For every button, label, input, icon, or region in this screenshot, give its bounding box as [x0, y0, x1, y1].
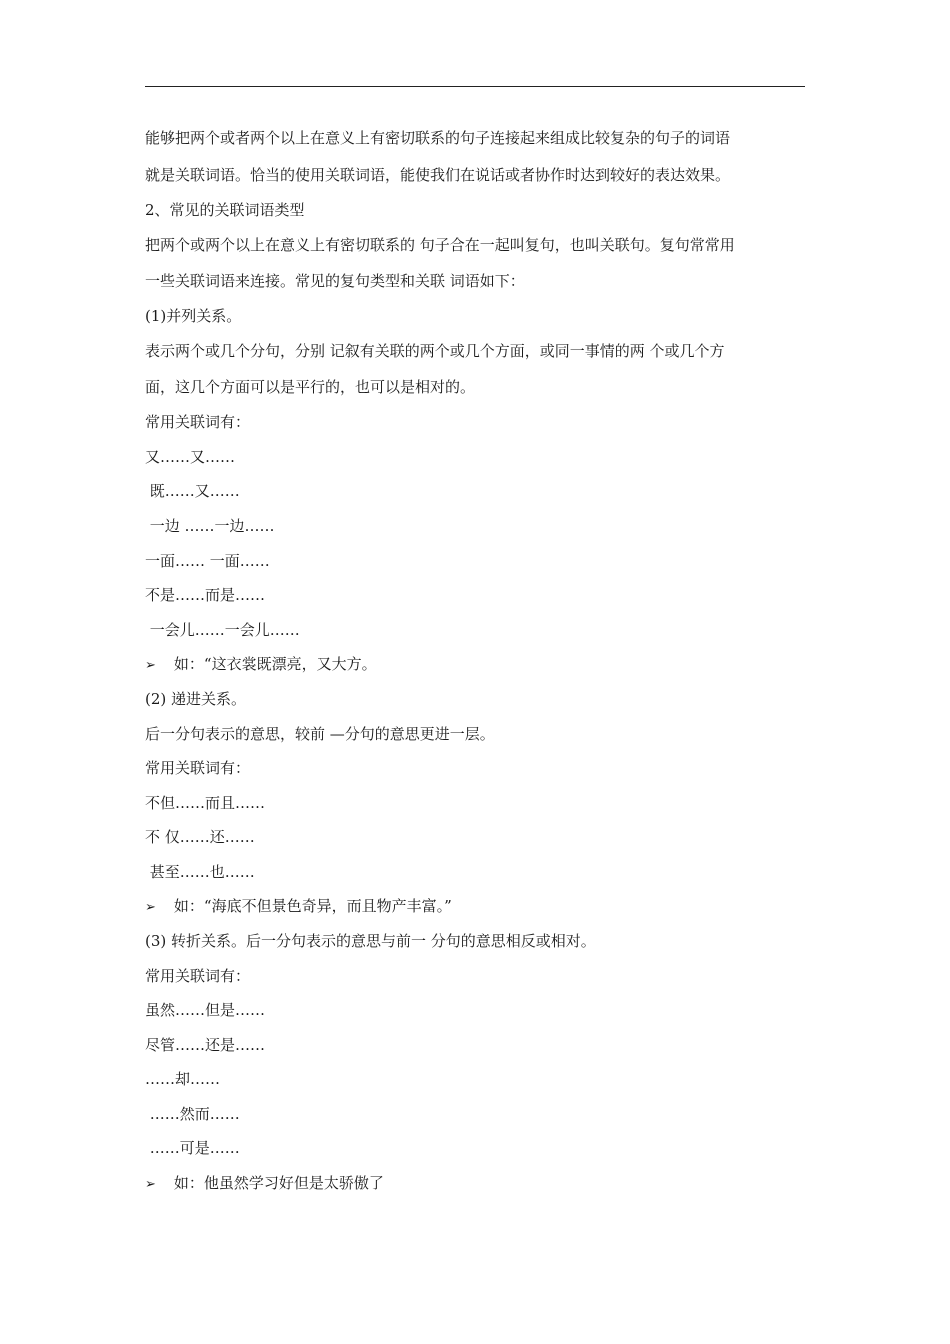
parallel-title: (1)并列关系。 [145, 307, 242, 325]
adversative-word: ……可是…… [145, 1139, 240, 1157]
intro-line-1: 能够把两个或者两个以上在意义上有密切联系的句子连接起来组成比较复杂的句子的词语 [145, 129, 731, 147]
progressive-title: (2) 递进关系。 [145, 690, 247, 708]
progressive-common-label: 常用关联词有： [145, 759, 251, 777]
adversative-word: ……然而…… [145, 1105, 240, 1123]
parallel-word: 一面…… 一面…… [145, 552, 270, 570]
adversative-example [145, 1173, 384, 1195]
example-text: 如：“这衣裳既漂亮，又大方。 [173, 655, 377, 673]
parallel-desc-2: 面，这几个方面可以是平行的，也可以是相对的。 [145, 378, 476, 396]
section-heading: 2、常见的关联词语类型 [145, 201, 305, 219]
bullet-arrow-icon: ➢ [145, 658, 156, 673]
progressive-word: 不但……而且…… [145, 794, 266, 812]
example-text: 如：“海底不但景色奇异，而且物产丰富。” [173, 897, 452, 915]
definition-line-2: 一些关联词语来连接。常见的复句类型和关联 词语如下： [145, 272, 525, 290]
parallel-example [145, 654, 377, 676]
adversative-word: 尽管……还是…… [145, 1036, 266, 1054]
parallel-word: 一会儿……一会儿…… [145, 621, 300, 639]
progressive-word: 甚至……也…… [145, 863, 255, 881]
progressive-word: 不 仅……还…… [145, 828, 255, 846]
adversative-word: ……却…… [145, 1070, 221, 1088]
parallel-word: 既……又…… [145, 482, 240, 500]
intro-line-2: 就是关联词语。恰当的使用关联词语，能使我们在说话或者协作时达到较好的表达效果。 [145, 166, 731, 184]
header-rule [145, 86, 805, 87]
bullet-arrow-icon: ➢ [145, 1177, 156, 1192]
adversative-common-label: 常用关联词有： [145, 967, 251, 985]
parallel-common-label: 常用关联词有： [145, 413, 251, 431]
progressive-example [145, 896, 452, 918]
parallel-word: 不是……而是…… [145, 586, 266, 604]
parallel-desc-1: 表示两个或几个分句，分别 记叙有关联的两个或几个方面，或同一事情的两 个或几个方 [145, 342, 725, 360]
adversative-word: 虽然……但是…… [145, 1001, 266, 1019]
definition-line-1: 把两个或两个以上在意义上有密切联系的 句子合在一起叫复句，也叫关联句。复句常常用 [145, 236, 735, 254]
progressive-desc: 后一分句表示的意思，较前 —分句的意思更进一层。 [145, 725, 495, 743]
parallel-word: 一边 ……一边…… [145, 517, 275, 535]
bullet-arrow-icon: ➢ [145, 900, 156, 915]
parallel-word: 又……又…… [145, 448, 236, 466]
example-text: 如：他虽然学习好但是太骄傲了 [173, 1174, 384, 1192]
adversative-title: (3) 转折关系。后一分句表示的意思与前一 分句的意思相反或相对。 [145, 932, 596, 950]
